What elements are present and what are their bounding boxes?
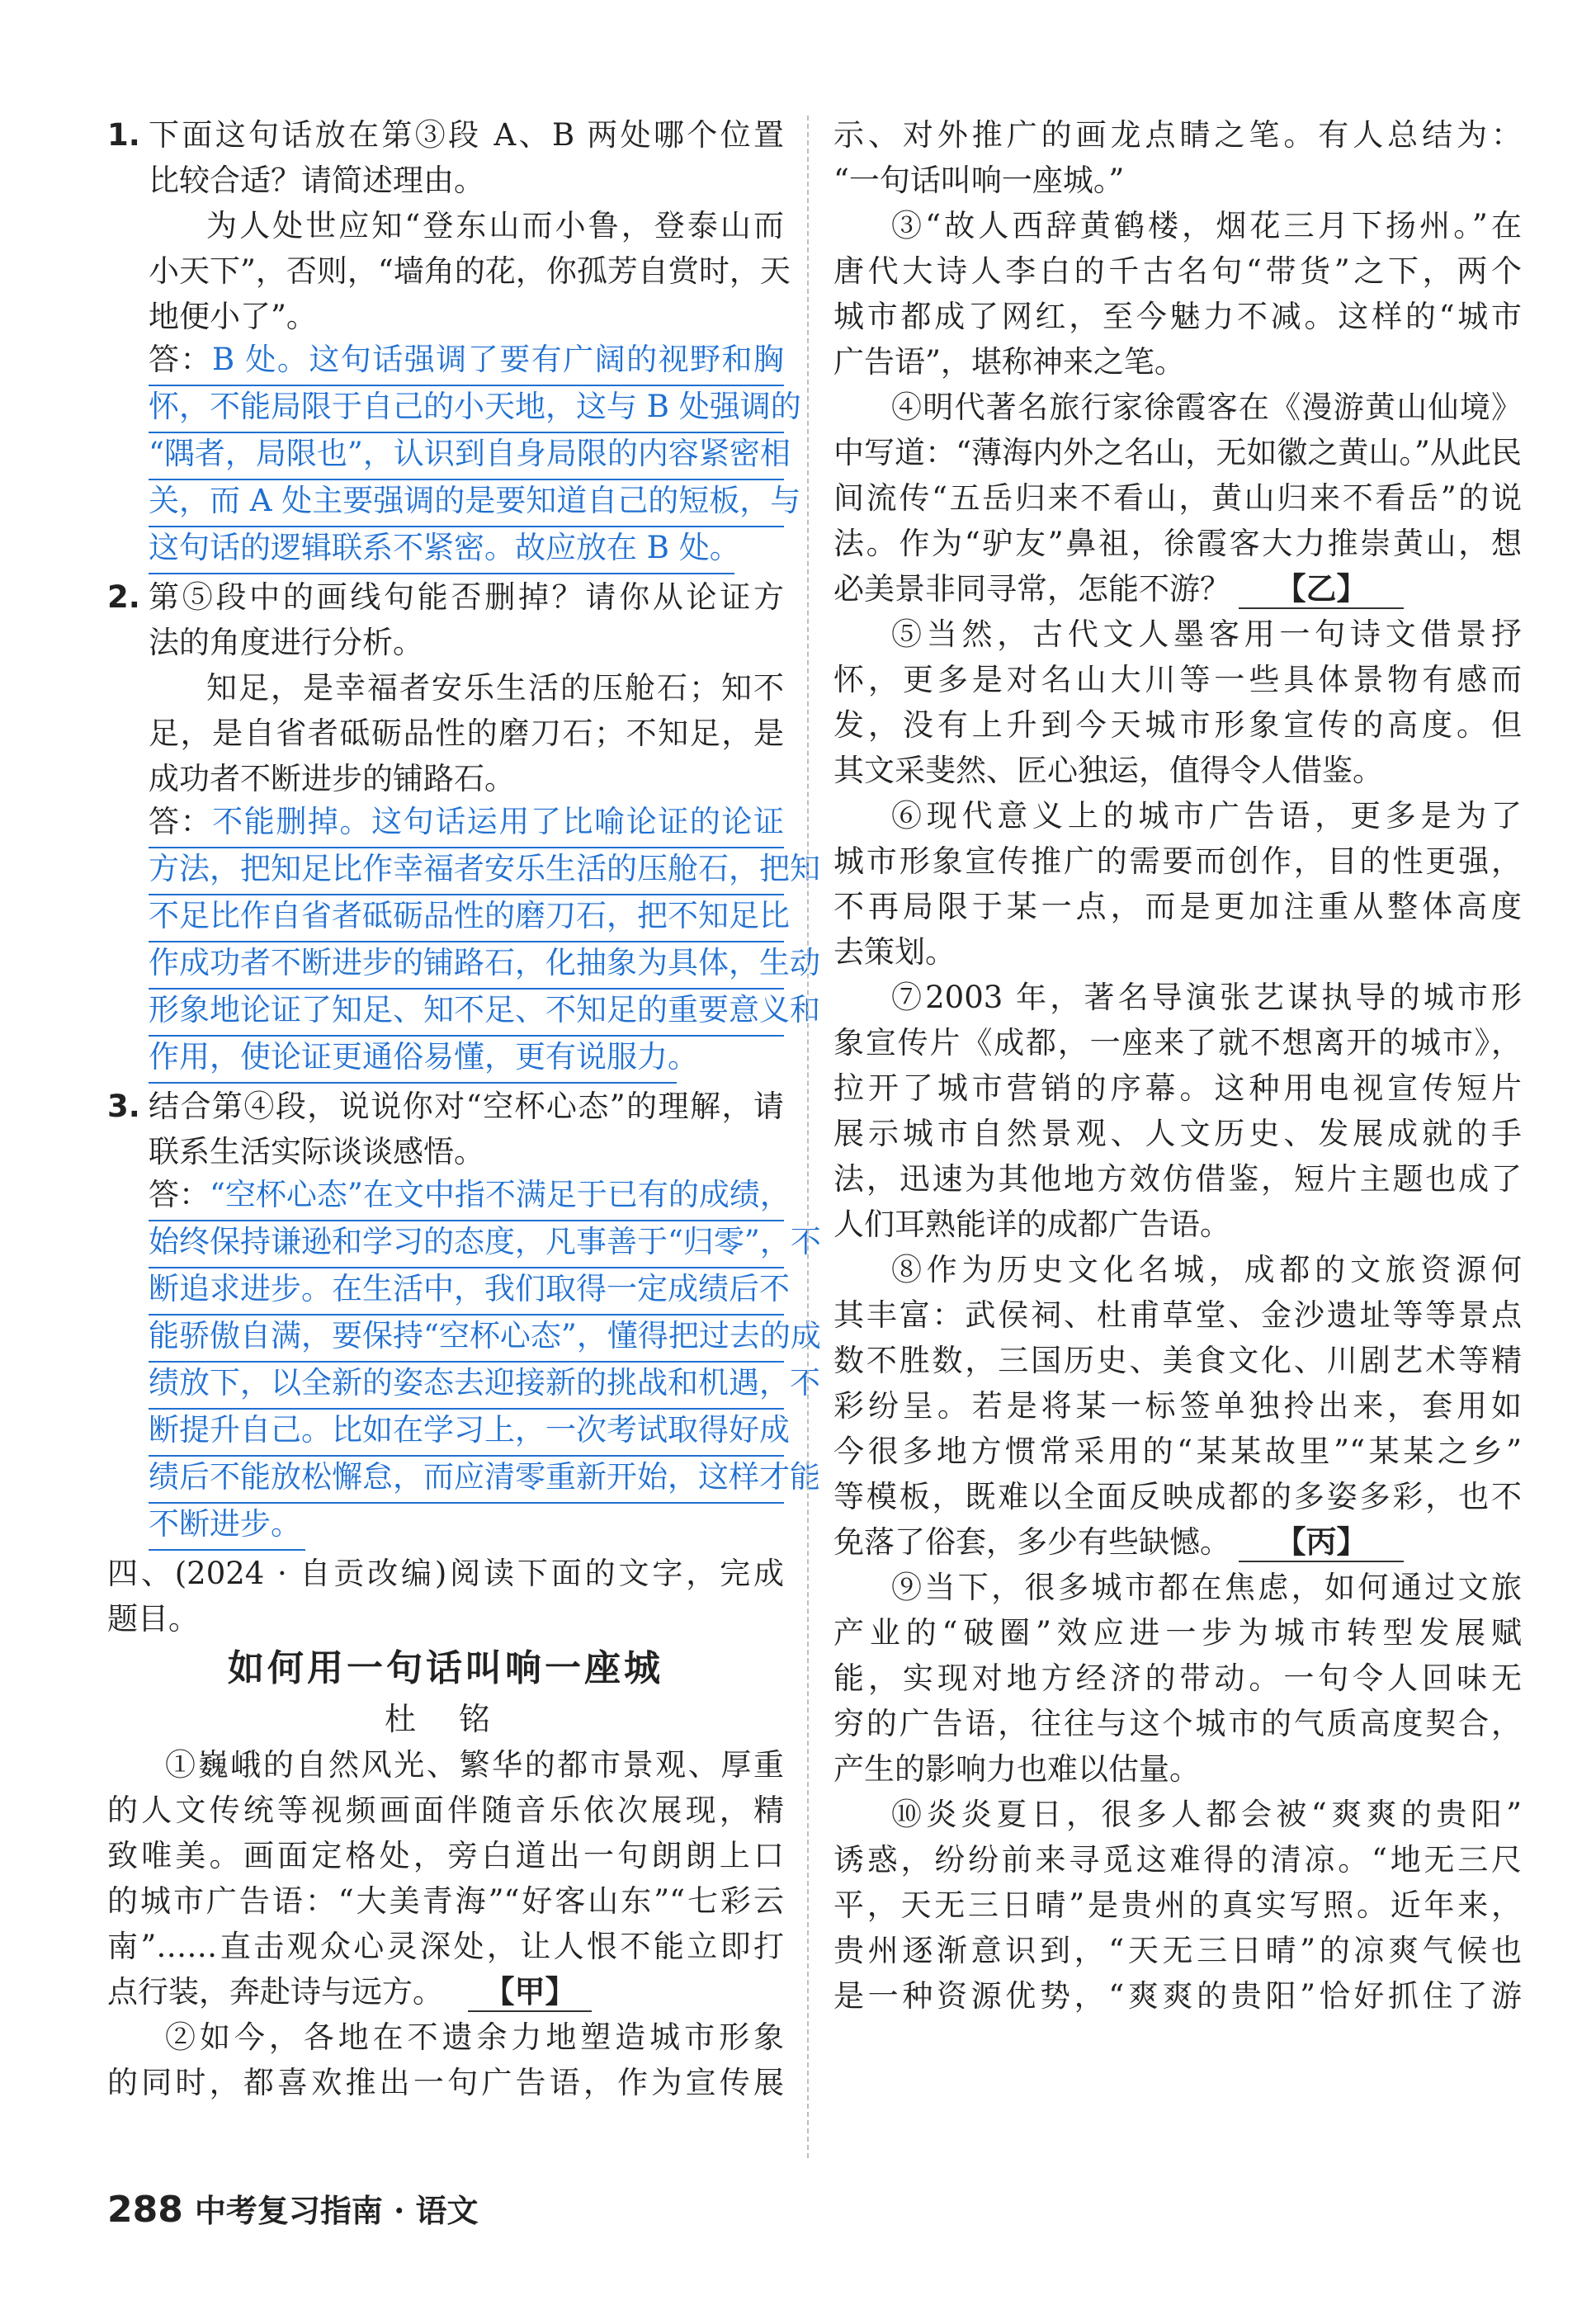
q3-stem-line: 联系生活实际谈谈感悟。 [149,1134,484,1169]
q3-answer-line: 绩后不能放松懈怠，而应清零重新开始，这样才能 [149,1457,784,1504]
column-divider [807,116,809,2158]
q2-quote-line: 成功者不断进步的铺路石。 [149,761,515,796]
q1-quote-line: 小天下”，否则，“墙角的花，你孤芳自赏时，天 [149,253,791,289]
article-title: 如何用一句话叫响一座城 [228,1647,663,1689]
q2-answer-line: 答：不能删掉。这句话运用了比喻论证的论证 [149,801,784,848]
blank-bing: 【丙】 [1239,1523,1404,1562]
page-number: 288 [107,2189,183,2231]
article-line: 致唯美。画面定格处，旁白道出一句朗朗上口 [107,1838,784,1873]
article-line: 能，实现对地方经济的带动。一句令人回味无 [833,1660,1522,1696]
article-line: ⑩炎炎夏日，很多人都会被“爽爽的贵阳” [891,1797,1522,1832]
q2-answer-line: 方法，把知足比作幸福者安乐生活的压舱石，把知 [149,848,784,895]
article-line: 今很多地方惯常采用的“某某故里”“某某之乡” [833,1434,1522,1469]
q2-quote-line: 足，是自省者砥砺品性的磨刀石；不知足，是 [149,716,784,751]
article-line: 城市都成了网红，至今魅力不减。这样的“城市 [833,299,1522,334]
article-line: ⑨当下，很多城市都在焦虑，如何通过文旅 [891,1570,1522,1605]
answer-prefix: 答： [149,342,212,377]
article-line: 彩纷呈。若是将某一标签单独拎出来，套用如 [833,1388,1522,1424]
q3-answer-line: 断提升自己。比如在学习上，一次考试取得好成 [149,1410,784,1457]
q2-answer-line: 作用，使论证更通俗易懂，更有说服力。 [149,1037,677,1084]
q3-stem-line: 3. 结合第④段，说说你对“空杯心态”的理解，请 [107,1084,784,1129]
article-line: 中写道：“薄海内外之名山，无如徽之黄山。”从此民 [833,435,1522,470]
article-line: 法。作为“驴友”鼻祖，徐霞客大力推崇黄山，想 [833,526,1522,561]
article-line: 去策划。 [833,934,956,970]
article-line: 产生的影响力也难以估量。 [833,1751,1200,1787]
article-line: ③“故人西辞黄鹤楼，烟花三月下扬州。”在 [891,208,1522,243]
q2-answer-line: 形象地论证了知足、知不足、不知足的重要意义和 [149,990,784,1037]
article-line: ⑥现代意义上的城市广告语，更多是为了 [891,798,1522,834]
blank-jia: 【甲】 [468,1972,592,2012]
article-line: 人们耳熟能详的成都广告语。 [833,1207,1230,1242]
q1-answer-line: 答：B 处。这句话强调了要有广阔的视野和胸 [149,339,784,386]
q3-answer-line: 答：“空杯心态”在文中指不满足于已有的成绩， [149,1174,784,1221]
answer-prefix: 答： [149,804,213,839]
q2-number: 2. [107,579,140,615]
article-line: 诱惑，纷纷前来寻觅这难得的清凉。“地无三尺 [833,1842,1522,1878]
article-line: 贵州逐渐意识到，“天无三日晴”的凉爽气候也 [833,1933,1522,1968]
article-line: 唐代大诗人李白的千古名句“带货”之下，两个 [833,253,1522,289]
q2-stem-line: 法的角度进行分析。 [149,625,423,660]
q1-quote-line: 地便小了”。 [149,299,317,334]
article-line: 怀，更多是对名山大川等一些具体景物有感而 [833,662,1522,697]
q2-answer-line: 不足比作自省者砥砺品性的磨刀石，把不知足比 [149,895,784,942]
article-line: 展示城市自然景观、人文历史、发展成就的手 [833,1116,1522,1151]
article-line: 免落了俗套，多少有些缺憾。 【丙】 [833,1519,1522,1565]
right-column [833,112,1522,2019]
q1-quote-line: 为人处世应知“登东山而小鲁，登泰山而 [206,208,784,243]
book-title: 中考复习指南 · 语文 [194,2192,479,2229]
article-line: ②如今，各地在不遗余力地塑造城市形象 [165,2019,784,2055]
q1-answer-line: 怀，不能局限于自己的小天地，这与 B 处强调的 [149,386,784,433]
article-line: 的同时，都喜欢推出一句广告语，作为宣传展 [107,2065,784,2100]
article-line: ①巍峨的自然风光、繁华的都市景观、厚重 [165,1747,784,1783]
article-line: ⑧作为历史文化名城，成都的文旅资源何 [891,1252,1522,1287]
article-line: ④明代著名旅行家徐霞客在《漫游黄山仙境》 [891,390,1522,425]
article-line: 产业的“破圈”效应进一步为城市转型发展赋 [833,1615,1522,1651]
article-line: 其文采斐然、匠心独运，值得令人借鉴。 [833,753,1383,788]
article-line: 南”……直击观众心灵深处，让人恨不能立即打 [107,1929,784,1964]
q3-answer-line: 不断进步。 [149,1504,305,1551]
q2-stem-line: 2. 第⑤段中的画线句能否删掉？请你从论证方 [107,574,784,620]
article-line: “一句话叫响一座城。” [833,163,1125,198]
article-line: 示、对外推广的画龙点睛之笔。有人总结为： [833,117,1522,153]
answer-prefix: 答： [149,1177,210,1212]
article-line: 发，没有上升到今天城市形象宣传的高度。但 [833,707,1522,743]
q3-answer-line: 始终保持谦逊和学习的态度，凡事善于“归零”，不 [149,1221,784,1268]
article-line: ⑦2003 年，著名导演张艺谋执导的城市形 [891,980,1522,1015]
article-line: 的城市广告语：“大美青海”“好客山东”“七彩云 [107,1883,784,1919]
blank-yi: 【乙】 [1239,569,1404,609]
article-line: 城市形象宣传推广的需要而创作，目的性更强， [833,843,1522,879]
article-line: 其丰富：武侯祠、杜甫草堂、金沙遗址等等景点 [833,1297,1522,1333]
article-line: 的人文传统等视频画面伴随音乐依次展现，精 [107,1793,784,1828]
section-heading: 四、(2024 · 自贡改编)阅读下面的文字，完成 [107,1556,784,1591]
q2-answer-line: 作成功者不断进步的铺路石，化抽象为具体，生动 [149,942,784,990]
article-line: 不再局限于某一点，而是更加注重从整体高度 [833,889,1522,924]
article-line: 是一种资源优势，“爽爽的贵阳”恰好抓住了游 [833,1978,1522,2014]
article-line: 点行装，奔赴诗与远方。 【甲】 [107,1969,784,2015]
q1-answer-line: 这句话的逻辑联系不紧密。故应放在 B 处。 [149,527,734,574]
q1-stem-line: 1. 下面这句话放在第③段 A、B 两处哪个位置 [107,112,784,158]
article-line: ⑤当然，古代文人墨客用一句诗文借景抒 [891,616,1522,652]
page-footer [107,2185,479,2235]
q3-answer-line: 能骄傲自满，要保持“空杯心态”，懂得把过去的成 [149,1316,784,1363]
article-line: 等模板，既难以全面反映成都的多姿多彩，也不 [833,1479,1522,1514]
left-column [107,112,821,2105]
article-line: 穷的广告语，往往与这个城市的气质高度契合， [833,1706,1522,1741]
q3-answer-line: 绩放下，以全新的姿态去迎接新的挑战和机遇，不 [149,1363,784,1410]
article-line: 数不胜数，三国历史、美食文化、川剧艺术等精 [833,1343,1522,1378]
article-line: 间流传“五岳归来不看山，黄山归来不看岳”的说 [833,480,1522,516]
article-line: 法，迅速为其他地方效仿借鉴，短片主题也成了 [833,1161,1522,1197]
article-line: 拉开了城市营销的序幕。这种用电视宣传短片 [833,1070,1522,1106]
section-heading: 题目。 [107,1601,199,1637]
q3-answer-line: 断追求进步。在生活中，我们取得一定成绩后不 [149,1268,784,1316]
q1-stem-line: 比较合适？请简述理由。 [149,163,484,198]
q1-answer-line: 关，而 A 处主要强调的是要知道自己的短板，与 [149,480,784,527]
q2-quote-line: 知足，是幸福者安乐生活的压舱石；知不 [206,670,784,706]
article-line: 象宣传片《成都，一座来了就不想离开的城市》， [833,1025,1522,1060]
article-line: 平，天无三日晴”是贵州的真实写照。近年来， [833,1887,1522,1923]
article-author: 杜 铭 [384,1701,508,1737]
q3-number: 3. [107,1089,140,1124]
q1-answer-line: “隅者，局限也”，认识到自身局限的内容紧密相 [149,433,784,480]
article-line: 必美景非同寻常，怎能不游？ 【乙】 [833,566,1522,612]
article-line: 广告语”，堪称神来之笔。 [833,344,1185,380]
q1-number: 1. [107,117,140,153]
